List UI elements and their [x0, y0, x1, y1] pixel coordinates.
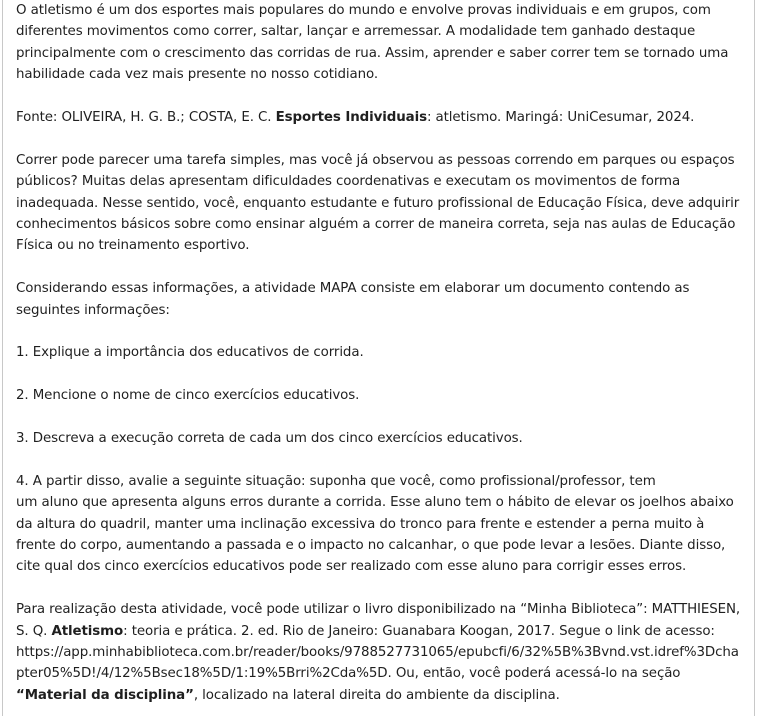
task-intro-paragraph: Considerando essas informações, a atividade MAPA consiste em elaborar um documento contendo as seguintes informações:: [16, 281, 690, 318]
closing-text-1: Para realização desta atividade, você pode utilizar o livro disponibilizado na “Minha Biblioteca”: MATTHIESEN, S. Q.: [16, 602, 741, 639]
closing-text-3: Ou, então, você poderá acessá-lo na seção: [391, 666, 681, 682]
task-item-2: 2. Mencione o nome de cinco exercícios educativos.: [16, 388, 360, 404]
intro-paragraph: O atletismo é um dos esportes mais populares do mundo e envolve provas individuais e em grupos, com diferentes movimentos como correr, saltar, lançar e arremessar. A modalidade tem ganhado destaque principalmente com o crescimento das corridas de rua. Assim, aprender e saber correr tem se tornado uma habilidade cada vez mais presente no nosso cotidiano.: [16, 3, 729, 83]
closing-text-4: , localizado na lateral direita do ambiente da disciplina.: [193, 687, 560, 703]
source-prefix: Fonte: OLIVEIRA, H. G. B.; COSTA, E. C.: [16, 110, 276, 126]
activity-description: [16, 0, 746, 728]
source-suffix: : atletismo. Maringá: UniCesumar, 2024.: [426, 110, 695, 126]
context-paragraph: Correr pode parecer uma tarefa simples, mas você já observou as pessoas correndo em parques ou espaços públicos? Muitas delas apresentam dificuldades coordenativas e executam os movimentos de forma inadequada. Nesse sentido, você, enquanto estudante e futuro profissional de Educação Física, deve adquirir conhecimentos básicos sobre como ensinar alguém a correr de maneira correta, seja nas aulas de Educação Física ou no treinamento esportivo.: [16, 152, 740, 254]
source-citation: [16, 107, 746, 128]
task-item-4-rest: um aluno que apresenta alguns erros durante a corrida. Esse aluno tem o hábito de elevar os joelhos abaixo da altura do quadril, manter uma inclinação excessiva do tronco para frente e estender a perna muito à frente do corpo, aumentando a passada e o impacto no calcanhar, o que pode levar a lesões. Diante disso, cite qual dos cinco exercícios educativos pode ser realizado com esse aluno para corrigir esses erros.: [16, 495, 734, 575]
closing-paragraph: [16, 599, 746, 706]
task-item-3: 3. Descreva a execução correta de cada um dos cinco exercícios educativos.: [16, 431, 523, 447]
task-item-4: [16, 471, 746, 578]
closing-text-2: : teoria e prática. 2. ed. Rio de Janeiro: Guanabara Koogan, 2017. Segue o link de acesso:: [123, 623, 715, 639]
book-title: Atletismo: [51, 623, 124, 639]
source-title: Esportes Individuais: [275, 110, 427, 126]
book-access-link[interactable]: https://app.minhabiblioteca.com.br/reader/books/9788527731065/epubcfi/6/32%5B%3Bvnd.vst.idref%3Dchapter05%5D!/4/12%5Bsec18%5D/1:19%5Brri%2Cda%5D.: [16, 645, 739, 682]
task-item-4-line1: 4. A partir disso, avalie a seguinte situação: suponha que você, como profissional/professor, tem: [16, 473, 656, 489]
task-item-1: 1. Explique a importância dos educativos de corrida.: [16, 345, 364, 361]
material-section-name: “Material da disciplina”: [16, 687, 194, 703]
